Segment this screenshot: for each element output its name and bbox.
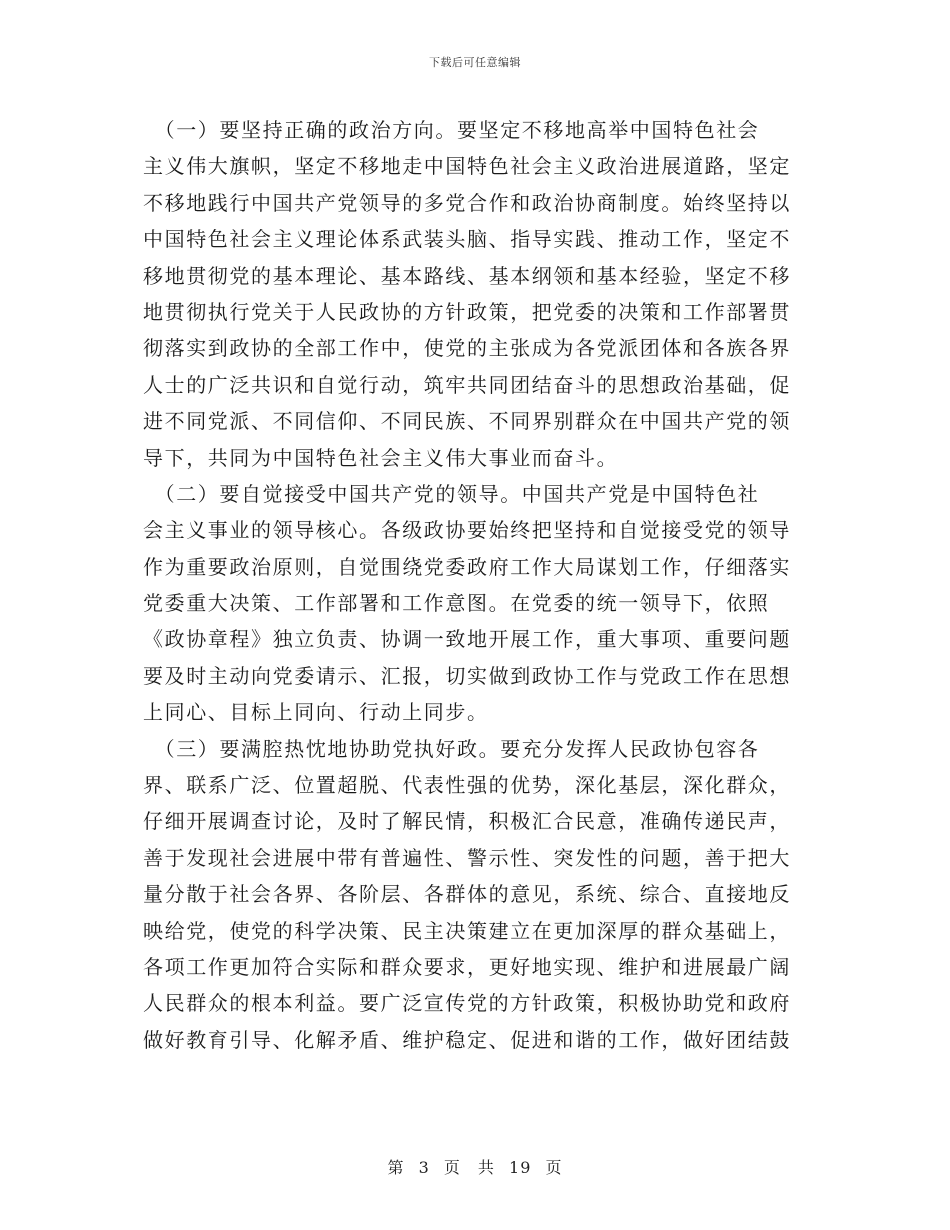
- text-line: 人士的广泛共识和自觉行动，筑牢共同团结奋斗的思想政治基础，促: [143, 372, 791, 397]
- text-line: （三）要满腔热忱地协助党执好政。要充分发挥人民政协包容各: [143, 736, 760, 761]
- text-line: （一）要坚持正确的政治方向。要坚定不移地高举中国特色社会: [143, 118, 760, 142]
- text-line: 仔细开展调查讨论，及时了解民情，积极汇合民意，准确传递民声，: [143, 809, 791, 834]
- text-line: 量分散于社会各界、各阶层、各群体的意见，系统、综合、直接地反: [143, 882, 791, 907]
- document-body: [143, 112, 803, 1058]
- text-line: 人民群众的根本利益。要广泛宣传党的方针政策，积极协助党和政府: [143, 991, 791, 1016]
- page-footer: [0, 1155, 950, 1178]
- text-line: 会主义事业的领导核心。各级政协要始终把坚持和自觉接受党的领导: [143, 518, 791, 543]
- text-line: 不移地践行中国共产党领导的多党合作和政治协商制度。始终坚持以: [143, 190, 791, 215]
- text-line: 导下，共同为中国特色社会主义伟大事业而奋斗。: [143, 445, 619, 470]
- text-line: 要及时主动向党委请示、汇报，切实做到政协工作与党政工作在思想: [143, 663, 791, 688]
- text-line: 移地贯彻党的基本理论、基本路线、基本纲领和基本经验，坚定不移: [143, 263, 791, 288]
- text-line: 地贯彻执行党关于人民政协的方针政策，把党委的决策和工作部署贯: [143, 299, 791, 324]
- text-line: 中国特色社会主义理论体系武装头脑、指导实践、推动工作，坚定不: [143, 227, 791, 252]
- text-line: 《政协章程》独立负责、协调一致地开展工作，重大事项、重要问题: [143, 627, 791, 652]
- total-page-count: 19: [509, 1158, 532, 1177]
- text-line: 映给党，使党的科学决策、民主决策建立在更加深厚的群众基础上，: [143, 918, 791, 943]
- text-line: 做好教育引导、化解矛盾、维护稳定、促进和谐的工作，做好团结鼓: [143, 1027, 791, 1052]
- text-line: （二）要自觉接受中国共产党的领导。中国共产党是中国特色社: [143, 481, 760, 506]
- text-line: 进不同党派、不同信仰、不同民族、不同界别群众在中国共产党的领: [143, 409, 791, 434]
- paragraph-3: [143, 731, 803, 1059]
- current-page-number: 3: [418, 1158, 430, 1177]
- text-line: 作为重要政治原则，自觉围绕党委政府工作大局谋划工作，仔细落实: [143, 554, 791, 579]
- text-line: 党委重大决策、工作部署和工作意图。在党委的统一领导下，依照: [143, 591, 770, 616]
- text-line: 上同心、目标上同向、行动上同步。: [143, 700, 489, 725]
- paragraph-2: [143, 476, 803, 731]
- text-line: 主义伟大旗帜，坚定不移地走中国特色社会主义政治进展道路，坚定: [143, 154, 791, 179]
- text-line: 彻落实到政协的全部工作中，使党的主张成为各党派团体和各族各界: [143, 336, 791, 361]
- text-line: 界、联系广泛、位置超脱、代表性强的优势，深化基层，深化群众，: [143, 773, 791, 798]
- text-line: 各项工作更加符合实际和群众要求，更好地实现、维护和进展最广阔: [143, 954, 791, 979]
- paragraph-1: [143, 112, 803, 476]
- page-label-prefix: 第: [387, 1158, 405, 1177]
- page-header: 下载后可任意编辑: [429, 56, 521, 69]
- text-line: 善于发现社会进展中带有普遍性、警示性、突发性的问题，善于把大: [143, 845, 791, 870]
- page-label-middle: 页 共: [443, 1158, 495, 1177]
- page-label-suffix: 页: [545, 1158, 563, 1177]
